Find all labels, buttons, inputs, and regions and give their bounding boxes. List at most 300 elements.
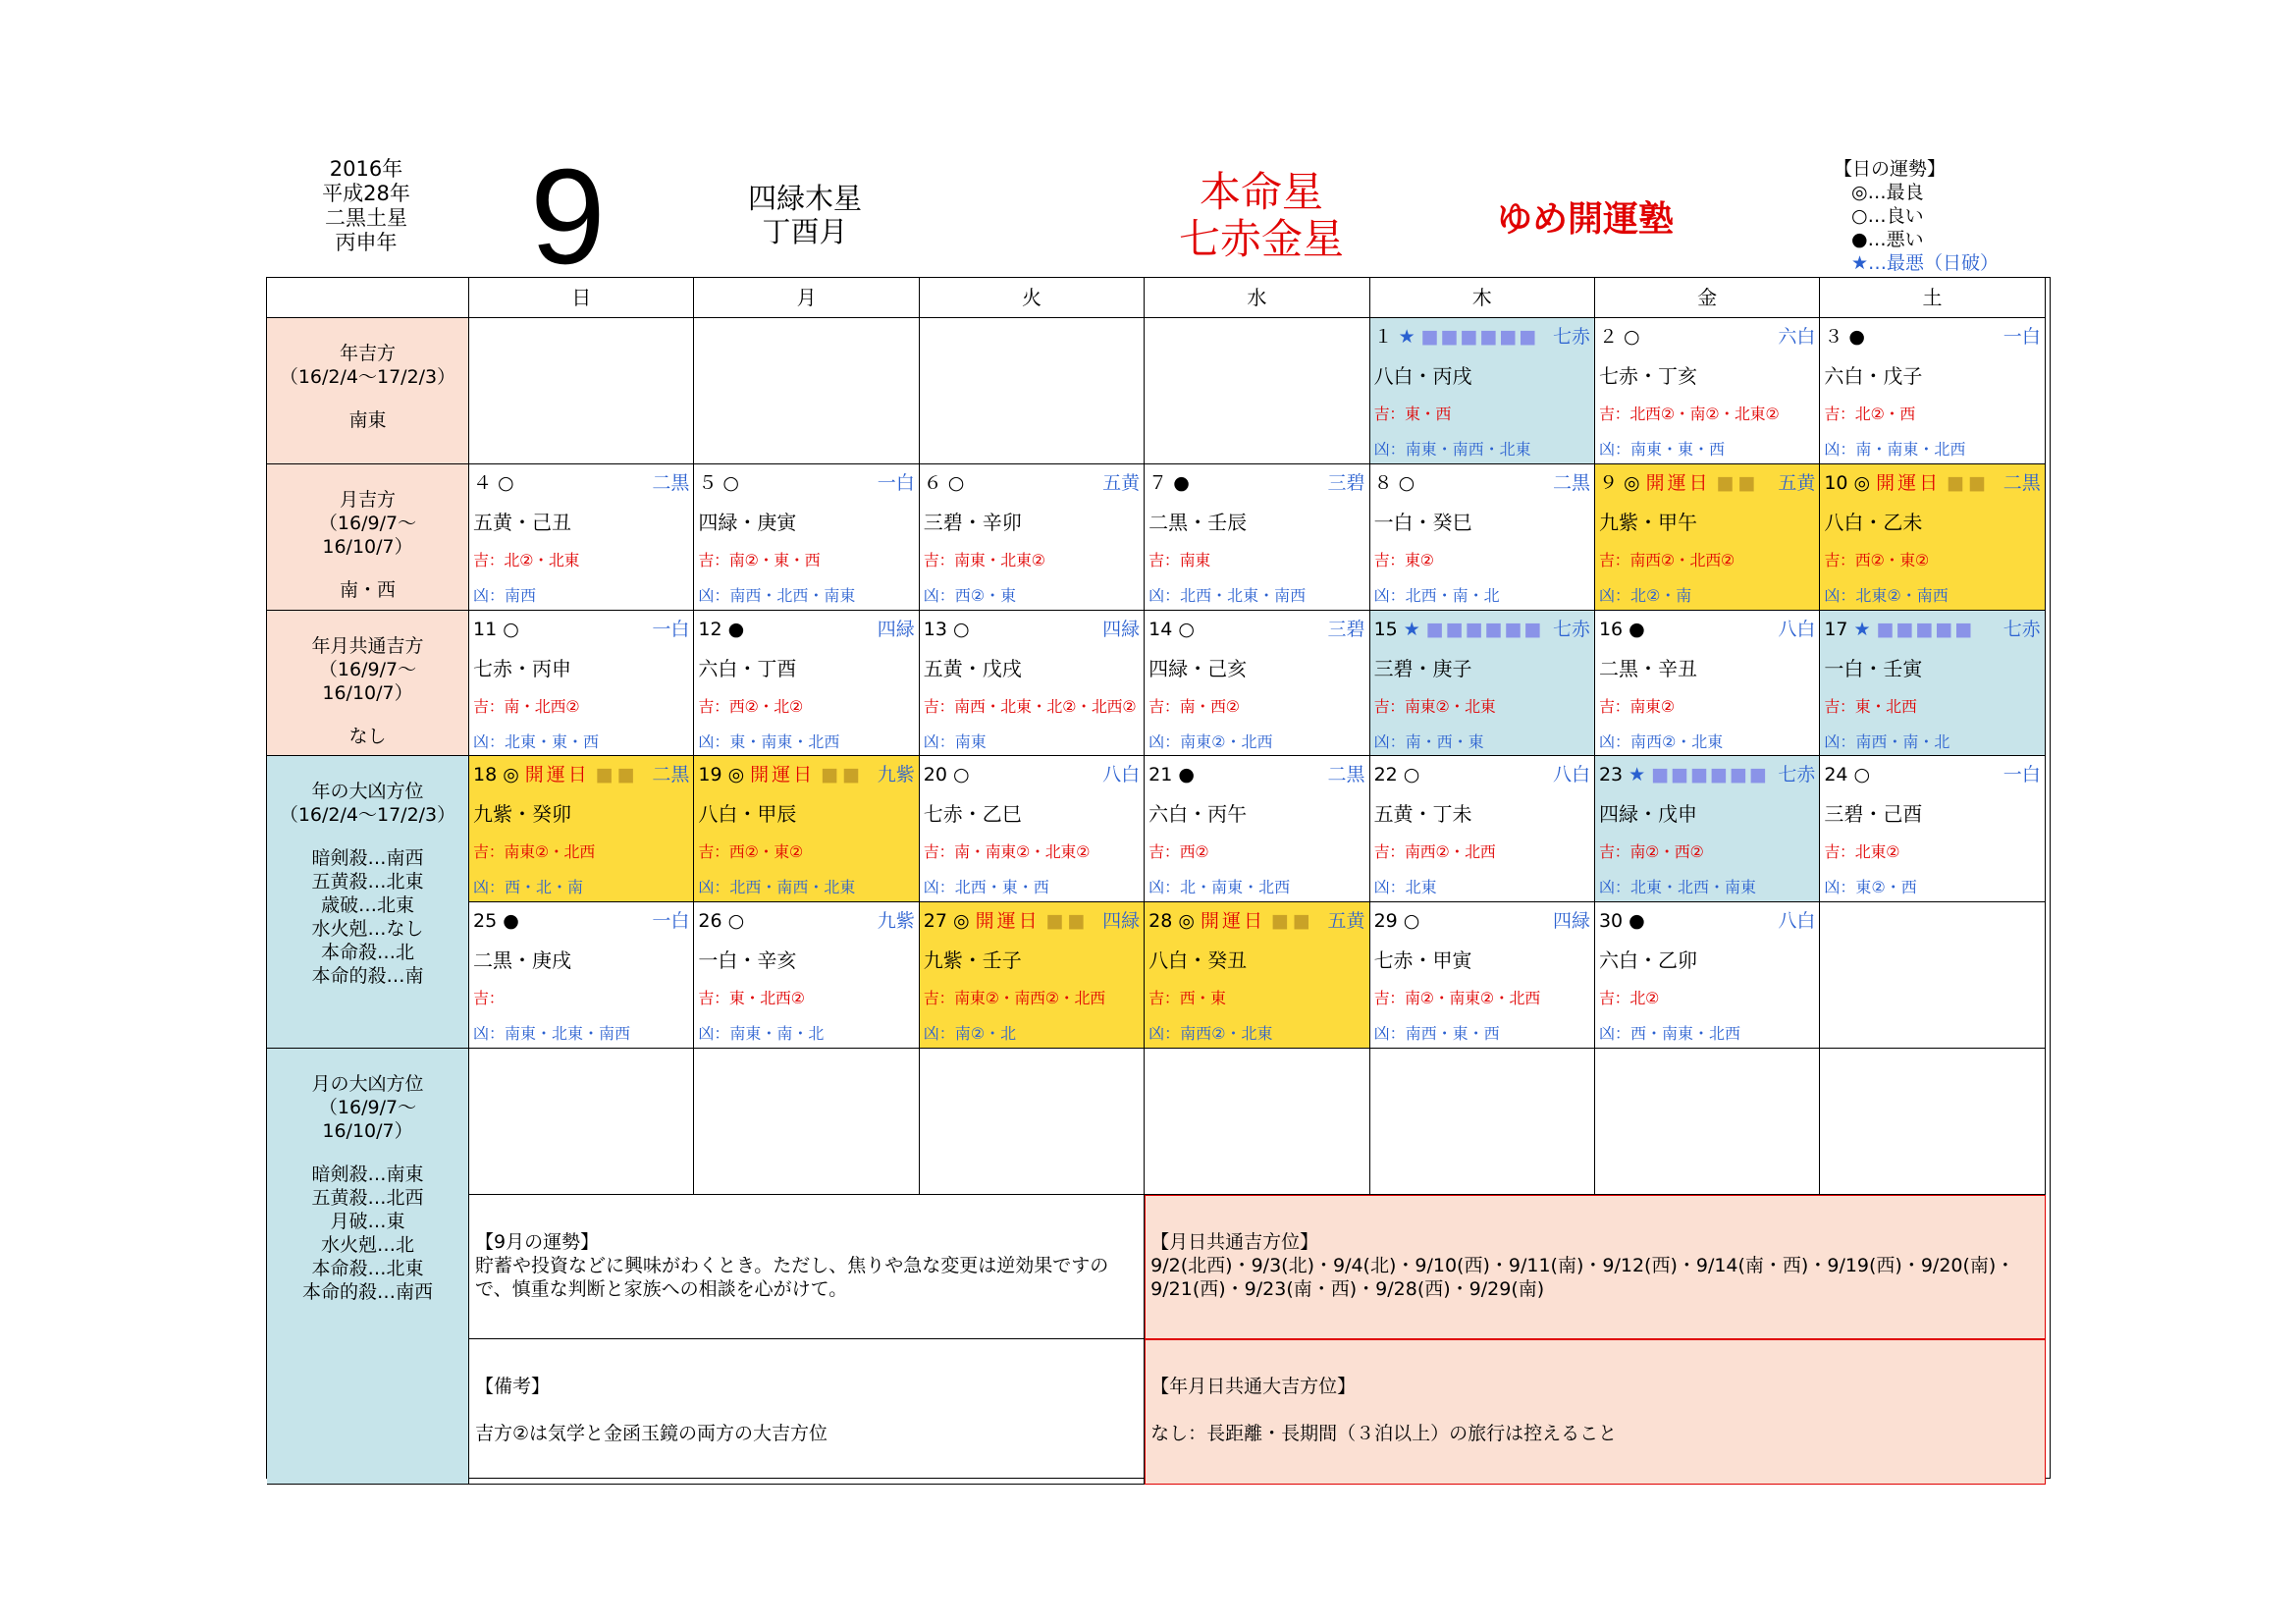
legend-item: ◎…最良 xyxy=(1851,182,1924,203)
side-line: （16/9/7～ xyxy=(318,658,417,680)
day-kanshi: 六白・乙卯 xyxy=(1598,948,1697,973)
day-lucky: 吉：西②・北② xyxy=(698,696,803,716)
day-header xyxy=(698,470,914,496)
day-header xyxy=(1148,908,1364,934)
day-cell xyxy=(694,1049,919,1195)
kaiun-label: 開運日 xyxy=(1200,910,1265,933)
day-star: 四緑 xyxy=(877,618,915,640)
day-number xyxy=(924,617,970,642)
day-unlucky: 凶：南東・南西・北東 xyxy=(1373,440,1531,459)
day-header xyxy=(1148,617,1364,642)
day-kanshi: 一白・癸巳 xyxy=(1373,510,1472,534)
day-number xyxy=(698,470,739,496)
day-fortune-mark: ○ xyxy=(952,764,970,786)
day-star: 九紫 xyxy=(877,910,915,933)
day-num: 14 xyxy=(1148,618,1173,640)
day-number xyxy=(1148,617,1195,642)
day-star: 一白 xyxy=(2002,326,2041,348)
day-star: 二黒 xyxy=(652,764,690,786)
day-number xyxy=(1824,617,1974,642)
day-star: 二黒 xyxy=(652,471,690,494)
day-cell[interactable] xyxy=(694,611,919,757)
day-cell xyxy=(1595,1049,1820,1195)
day-cell[interactable] xyxy=(1595,756,1820,902)
kaiun-label: 開運日 xyxy=(975,910,1041,933)
day-num: 12 xyxy=(698,618,722,640)
day-number xyxy=(1374,470,1415,496)
day-number xyxy=(473,908,519,934)
side-line: （16/9/7～ xyxy=(318,1096,417,1118)
month-number: 9 xyxy=(530,141,606,293)
day-cell[interactable] xyxy=(920,464,1145,611)
day-cell xyxy=(920,318,1145,464)
day-squares: ■■ xyxy=(595,764,639,786)
day-fortune-mark: ○ xyxy=(1398,471,1415,494)
day-kanshi: 一白・壬寅 xyxy=(1824,656,1923,680)
day-fortune-mark: ● xyxy=(727,618,745,640)
day-lucky: 吉：北西②・南②・北東② xyxy=(1598,405,1780,423)
day-fortune-mark: ● xyxy=(1848,326,1865,348)
day-num: 15 xyxy=(1373,618,1398,640)
day-lucky: 吉：西・東 xyxy=(1148,989,1226,1008)
side-line: 月吉方 xyxy=(339,488,396,511)
day-lucky: 吉：南・北西② xyxy=(473,696,580,716)
day-kanshi: 三碧・辛卯 xyxy=(923,510,1022,534)
day-lucky: 吉：東・北西 xyxy=(1824,696,1917,716)
day-num: ５ xyxy=(698,471,718,494)
day-num: 13 xyxy=(923,618,947,640)
day-number xyxy=(1148,762,1195,787)
side-line: 16/10/7） xyxy=(322,1119,413,1142)
day-cell[interactable] xyxy=(1145,464,1369,611)
day-star: 七赤 xyxy=(1778,764,1816,786)
side-panel xyxy=(267,611,469,757)
side-line: 月破…東 xyxy=(330,1210,405,1232)
day-kanshi: 四緑・庚寅 xyxy=(698,510,797,534)
day-cell[interactable] xyxy=(694,464,919,611)
day-num: ４ xyxy=(473,471,493,494)
day-number xyxy=(698,908,744,934)
day-cell xyxy=(1145,318,1369,464)
day-number xyxy=(1599,762,1769,787)
day-kanshi: 七赤・乙巳 xyxy=(923,802,1022,827)
day-squares: ■■■■■■ xyxy=(1420,326,1539,348)
corner-cell xyxy=(267,278,469,318)
day-unlucky: 凶：北②・南 xyxy=(1598,585,1692,605)
day-num: ２ xyxy=(1598,326,1618,348)
day-cell[interactable] xyxy=(1370,318,1595,464)
side-line: 南・西 xyxy=(339,578,396,601)
day-kanshi: 四緑・己亥 xyxy=(1148,656,1248,680)
day-unlucky: 凶：南西・南・北 xyxy=(1824,731,1950,751)
day-star: 八白 xyxy=(1778,618,1816,640)
day-unlucky: 凶：北・南東・北西 xyxy=(1148,878,1291,897)
day-kanshi: 九紫・甲午 xyxy=(1598,510,1697,534)
day-num: 26 xyxy=(698,910,722,933)
day-star: 三碧 xyxy=(1327,618,1365,640)
weekday-header: 月 xyxy=(694,278,919,318)
legend xyxy=(1834,157,1999,275)
day-cell[interactable] xyxy=(694,756,919,902)
day-num: １ xyxy=(1373,326,1393,348)
day-star: 三碧 xyxy=(1327,471,1365,494)
side-line: 歳破…北東 xyxy=(320,894,414,917)
day-fortune-mark: ★ xyxy=(1403,618,1420,640)
side-line: 水火剋…なし xyxy=(311,918,424,941)
day-cell xyxy=(920,1049,1145,1195)
common-lucky-note xyxy=(1145,1195,2046,1340)
day-star: 一白 xyxy=(2002,764,2041,786)
day-kanshi: 八白・癸丑 xyxy=(1148,948,1248,973)
kaiun-label: 開運日 xyxy=(750,764,816,786)
side-line: 暗剣殺…南東 xyxy=(311,1163,424,1185)
day-header xyxy=(1374,762,1590,787)
day-unlucky: 凶：西・南東・北西 xyxy=(1598,1024,1740,1044)
day-star: 六白 xyxy=(1778,326,1816,348)
day-fortune-mark: ◎ xyxy=(1178,910,1195,933)
day-num: 21 xyxy=(1148,764,1173,786)
day-lucky: 吉：南東②・南西②・北西 xyxy=(923,989,1105,1008)
day-number xyxy=(1374,324,1539,350)
day-lucky: 吉：南西・北東・北②・北西② xyxy=(923,696,1137,716)
day-fortune-mark: ○ xyxy=(1403,910,1420,933)
kaiun-label: 開運日 xyxy=(1645,471,1711,494)
day-cell xyxy=(1370,1049,1595,1195)
day-cell[interactable] xyxy=(469,611,694,757)
day-unlucky: 凶：東②・西 xyxy=(1824,878,1917,897)
honmei-star xyxy=(1153,169,1369,263)
day-cell xyxy=(694,318,919,464)
day-lucky: 吉：北東② xyxy=(1824,842,1900,862)
day-cell[interactable] xyxy=(1820,756,2045,902)
day-unlucky: 凶：南東 xyxy=(923,731,987,751)
day-star: 一白 xyxy=(652,618,690,640)
remarks-note xyxy=(469,1339,1145,1485)
year-line: 2016年 xyxy=(329,157,403,181)
weekday-header: 金 xyxy=(1595,278,1820,318)
day-number xyxy=(1599,617,1645,642)
day-num: 19 xyxy=(698,764,722,786)
day-num: 10 xyxy=(1824,471,1848,494)
day-number xyxy=(473,617,519,642)
weekday-header: 水 xyxy=(1145,278,1369,318)
side-line: 年月共通吉方 xyxy=(311,634,424,657)
day-kanshi: 八白・丙戌 xyxy=(1373,364,1472,388)
day-header xyxy=(1374,908,1590,934)
day-kanshi: 五黄・丁未 xyxy=(1373,802,1472,827)
day-kanshi: 六白・戊子 xyxy=(1824,364,1923,388)
day-num: 28 xyxy=(1148,910,1173,933)
day-kanshi: 六白・丙午 xyxy=(1148,802,1248,827)
day-star: 五黄 xyxy=(1102,471,1141,494)
day-unlucky: 凶：南西②・北東 xyxy=(1598,731,1724,751)
day-star: 八白 xyxy=(1552,764,1590,786)
day-unlucky: 凶：北西・南・北 xyxy=(1373,585,1500,605)
day-unlucky: 凶：南・南東・北西 xyxy=(1824,440,1966,459)
weekday-header: 日 xyxy=(469,278,694,318)
day-num: ６ xyxy=(923,471,942,494)
day-fortune-mark: ○ xyxy=(503,618,519,640)
day-kanshi: 七赤・甲寅 xyxy=(1373,948,1472,973)
day-number xyxy=(1824,762,1870,787)
day-star: 五黄 xyxy=(1778,471,1816,494)
day-cell xyxy=(1820,902,2045,1049)
day-lucky: 吉：南西②・北西② xyxy=(1598,550,1735,569)
day-squares: ■■ xyxy=(1270,910,1314,933)
side-line: （16/2/4～17/2/3） xyxy=(279,366,456,388)
side-line: 水火剋…北 xyxy=(320,1233,414,1256)
side-line: 16/10/7） xyxy=(322,535,413,558)
day-kanshi: 九紫・壬子 xyxy=(923,948,1022,973)
legend-item: ○…良い xyxy=(1851,205,1924,227)
day-lucky: 吉：東② xyxy=(1373,550,1434,569)
day-kanshi: 三碧・己酉 xyxy=(1824,802,1923,827)
day-fortune-mark: ● xyxy=(1178,764,1195,786)
day-number xyxy=(473,470,514,496)
day-number xyxy=(1148,470,1190,496)
side-line: 本命的殺…南西 xyxy=(301,1280,433,1303)
day-star: 一白 xyxy=(877,471,915,494)
day-header xyxy=(1148,762,1364,787)
day-unlucky: 凶：南西・東・西 xyxy=(1373,1024,1500,1044)
day-squares: ■■ xyxy=(1045,910,1090,933)
year-info xyxy=(312,157,420,255)
side-line xyxy=(267,827,468,846)
day-lucky: 吉：南・西② xyxy=(1148,696,1240,716)
day-star: 二黒 xyxy=(1552,471,1590,494)
day-kanshi: 七赤・丁亥 xyxy=(1598,364,1697,388)
day-squares: ■■ xyxy=(821,764,865,786)
day-kanshi: 三碧・庚子 xyxy=(1373,656,1472,680)
day-num: ７ xyxy=(1148,471,1168,494)
day-fortune-mark: ● xyxy=(1173,471,1190,494)
day-cell xyxy=(1820,1049,2045,1195)
day-kanshi: 二黒・辛丑 xyxy=(1598,656,1697,680)
day-cell xyxy=(469,318,694,464)
side-line: 月の大凶方位 xyxy=(311,1072,424,1095)
day-cell[interactable] xyxy=(1145,902,1369,1049)
day-lucky: 吉：西②・東② xyxy=(1824,550,1929,569)
side-panel xyxy=(267,756,469,1049)
day-header xyxy=(698,762,914,787)
side-line: （16/9/7～ xyxy=(318,512,417,534)
day-num: 23 xyxy=(1598,764,1624,786)
day-cell[interactable] xyxy=(469,902,694,1049)
day-header xyxy=(924,470,1140,496)
day-unlucky: 凶：南東・東・西 xyxy=(1598,440,1725,459)
day-cell[interactable] xyxy=(1145,756,1369,902)
day-header xyxy=(924,908,1140,934)
day-fortune-mark: ● xyxy=(1629,910,1645,933)
day-unlucky: 凶：南・西・東 xyxy=(1373,731,1484,751)
day-cell[interactable] xyxy=(1595,464,1820,611)
day-number xyxy=(1374,762,1420,787)
honmei-line: 七赤金星 xyxy=(1178,215,1344,263)
day-unlucky: 凶：西・北・南 xyxy=(473,878,584,897)
day-num: 20 xyxy=(923,764,947,786)
day-squares: ■■■■■ xyxy=(1876,618,1975,640)
day-header xyxy=(698,617,914,642)
day-header xyxy=(1374,617,1590,642)
side-line: 年吉方 xyxy=(339,343,396,364)
day-header xyxy=(473,617,689,642)
legend-item: ★…最悪（日破） xyxy=(1851,252,2000,274)
day-cell[interactable] xyxy=(1595,902,1820,1049)
day-fortune-mark: ★ xyxy=(1398,326,1415,348)
day-cell[interactable] xyxy=(1595,611,1820,757)
side-line: 本命的殺…南 xyxy=(311,965,424,988)
day-star: 四緑 xyxy=(1102,910,1141,933)
day-kanshi: 八白・甲辰 xyxy=(698,802,797,827)
kaiun-label: 開運日 xyxy=(1876,471,1942,494)
year-line: 二黒土星 xyxy=(325,206,407,230)
weekday-header: 火 xyxy=(920,278,1145,318)
day-number xyxy=(1599,470,1760,496)
day-lucky: 吉：東・北西② xyxy=(698,989,805,1008)
day-fortune-mark: ● xyxy=(1629,618,1645,640)
day-fortune-mark: ◎ xyxy=(727,764,745,786)
day-cell[interactable] xyxy=(920,756,1145,902)
day-fortune-mark: ◎ xyxy=(1623,471,1640,494)
day-num: ８ xyxy=(1373,471,1393,494)
day-num: 18 xyxy=(473,764,498,786)
day-cell[interactable] xyxy=(1145,611,1369,757)
side-line: 五黄殺…北東 xyxy=(311,871,424,893)
great-lucky-note xyxy=(1145,1339,2046,1485)
day-cell[interactable] xyxy=(920,611,1145,757)
side-line: 本命殺…北東 xyxy=(311,1257,424,1279)
side-line: 本命殺…北 xyxy=(320,942,414,964)
day-kanshi: 五黄・戊戌 xyxy=(923,656,1022,680)
day-header xyxy=(1824,762,2040,787)
day-fortune-mark: ◎ xyxy=(1853,471,1871,494)
day-unlucky: 凶：北東・東・西 xyxy=(473,731,600,751)
day-num: 24 xyxy=(1824,764,1848,786)
day-num: 11 xyxy=(473,618,498,640)
day-cell[interactable] xyxy=(1820,611,2045,757)
note-title: 【月日共通吉方位】 xyxy=(1150,1230,1319,1253)
day-number xyxy=(698,617,744,642)
brand-title: ゆめ開運塾 xyxy=(1497,199,1675,240)
day-number xyxy=(1824,324,1865,350)
day-fortune-mark: ○ xyxy=(947,471,965,494)
side-line xyxy=(267,1143,468,1163)
day-unlucky: 凶：東・南東・北西 xyxy=(698,731,840,751)
day-star: 一白 xyxy=(652,910,690,933)
day-cell[interactable] xyxy=(1820,464,2045,611)
note-title: 【備考】 xyxy=(475,1376,551,1398)
day-star: 四緑 xyxy=(1552,910,1590,933)
month-star-line: 四緑木星 xyxy=(747,182,862,215)
day-cell[interactable] xyxy=(920,902,1145,1049)
legend-title: 【日の運勢】 xyxy=(1834,158,1947,180)
day-cell[interactable] xyxy=(694,902,919,1049)
note-text: なし：長距離・長期間（３泊以上）の旅行は控えること xyxy=(1150,1423,1618,1445)
day-lucky: 吉：東・西 xyxy=(1373,405,1452,423)
day-squares: ■■ xyxy=(1716,471,1760,494)
day-header xyxy=(473,762,689,787)
day-cell[interactable] xyxy=(1370,464,1595,611)
day-kanshi: 二黒・壬辰 xyxy=(1148,510,1248,534)
note-text: 吉方②は気学と金函玉鏡の両方の大吉方位 xyxy=(475,1423,828,1445)
day-kanshi: 二黒・庚戌 xyxy=(473,948,571,973)
day-number xyxy=(1148,908,1314,934)
side-line xyxy=(267,389,468,408)
day-star: 八白 xyxy=(1102,764,1141,786)
side-line: 南東 xyxy=(348,409,387,431)
day-cell[interactable] xyxy=(1370,902,1595,1049)
day-cell xyxy=(1145,1049,1369,1195)
day-unlucky: 凶：南東・北東・南西 xyxy=(473,1024,631,1044)
day-fortune-mark: ○ xyxy=(1853,764,1871,786)
day-unlucky: 凶：南西・北西・南東 xyxy=(698,585,856,605)
day-fortune-mark: ◎ xyxy=(952,910,970,933)
day-cell[interactable] xyxy=(469,464,694,611)
day-fortune-mark: ○ xyxy=(722,471,739,494)
day-unlucky: 凶：北東 xyxy=(1373,878,1437,897)
day-header xyxy=(473,470,689,496)
day-unlucky: 凶：北東②・南西 xyxy=(1824,585,1949,605)
day-unlucky: 凶：北東・北西・南東 xyxy=(1598,878,1756,897)
day-header xyxy=(924,762,1140,787)
day-fortune-mark: ★ xyxy=(1853,618,1871,640)
day-cell[interactable] xyxy=(1595,318,1820,464)
kaiun-label: 開運日 xyxy=(524,764,590,786)
day-num: 22 xyxy=(1373,764,1398,786)
honmei-line: 本命星 xyxy=(1199,168,1323,216)
day-number xyxy=(924,470,965,496)
day-cell[interactable] xyxy=(1820,318,2045,464)
day-cell[interactable] xyxy=(469,756,694,902)
day-unlucky: 凶：南西②・北東 xyxy=(1148,1024,1273,1044)
day-cell[interactable] xyxy=(1370,756,1595,902)
day-header xyxy=(473,908,689,934)
day-num: 27 xyxy=(923,910,947,933)
day-fortune-mark: ★ xyxy=(1629,764,1646,786)
day-fortune-mark: ○ xyxy=(1403,764,1420,786)
day-number xyxy=(924,762,970,787)
side-line xyxy=(267,559,468,578)
day-lucky: 吉： xyxy=(473,989,505,1008)
day-cell[interactable] xyxy=(1370,611,1595,757)
day-unlucky: 凶：南西 xyxy=(473,585,537,605)
legend-item: ●…悪い xyxy=(1851,229,1924,250)
year-line: 平成28年 xyxy=(322,182,410,205)
day-lucky: 吉：西②・東② xyxy=(698,842,803,862)
day-header xyxy=(1599,762,1815,787)
day-number xyxy=(698,762,864,787)
day-fortune-mark: ○ xyxy=(498,471,514,494)
day-num: 29 xyxy=(1373,910,1398,933)
day-header xyxy=(1824,470,2040,496)
day-lucky: 吉：南東 xyxy=(1148,550,1210,569)
day-header xyxy=(1599,617,1815,642)
day-star: 七赤 xyxy=(2002,618,2041,640)
month-star xyxy=(707,182,903,248)
day-header xyxy=(698,908,914,934)
month-star-line: 丁酉月 xyxy=(762,215,848,248)
note-text: 9/2(北西)・9/3(北)・9/4(北)・9/10(西)・9/11(南)・9/12(西)・9/14(南・西)・9/19(西)・9/20(南)・9/21(西)・9/23(南・西)・9/28(西)・9/29(南) xyxy=(1150,1254,2015,1300)
day-header xyxy=(1374,324,1590,350)
day-lucky: 吉：西② xyxy=(1148,842,1209,862)
day-star: 二黒 xyxy=(1327,764,1365,786)
side-line: 年の大凶方位 xyxy=(311,781,424,803)
day-fortune-mark: ● xyxy=(503,910,519,933)
day-number xyxy=(1599,324,1640,350)
weekday-header: 木 xyxy=(1370,278,1595,318)
day-kanshi: 六白・丁酉 xyxy=(698,656,797,680)
day-header xyxy=(1374,470,1590,496)
